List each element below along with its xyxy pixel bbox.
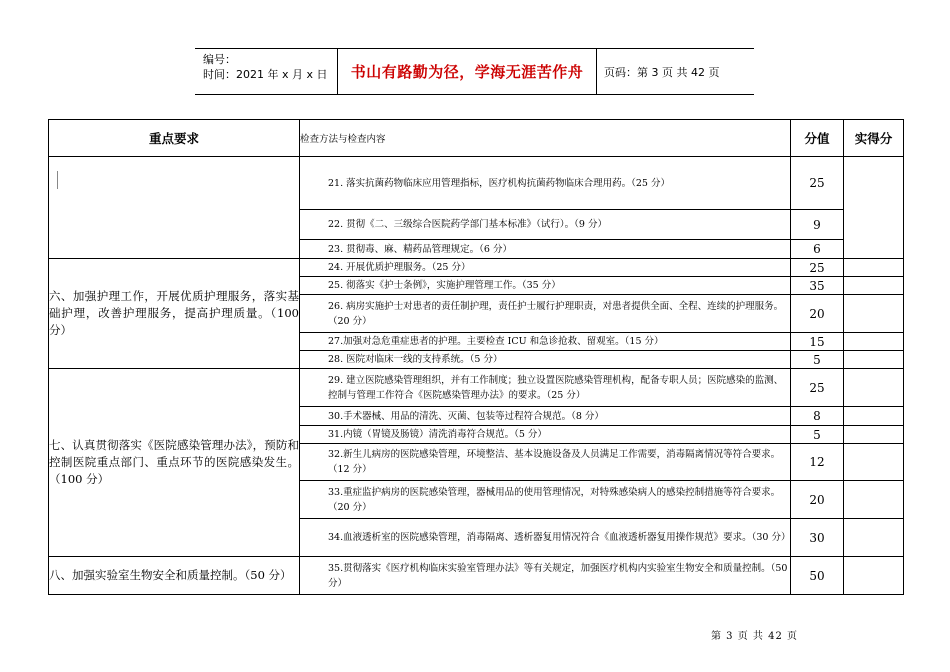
page-footer: 第 3 页 共 42 页 <box>711 631 798 642</box>
item-cell: 30.手术器械、用品的清洗、灭菌、包装等过程符合规范。（8 分） <box>300 407 791 426</box>
score-cell: 50 <box>791 557 844 595</box>
item-cell: 32.新生儿病房的医院感染管理，环境整洁、基本设施设备及人员满足工作需要，消毒隔离情况等符合要求。（12 分） <box>300 444 791 481</box>
score-cell: 6 <box>791 240 844 259</box>
table-row <box>49 157 904 210</box>
table-row <box>49 557 904 595</box>
requirement-cell: 六、加强护理工作，开展优质护理服务，落实基础护理，改善护理服务，提高护理质量。（100 分） <box>49 259 300 369</box>
score-cell: 9 <box>791 210 844 240</box>
requirement-cell: 七、认真贯彻落实《医院感染管理办法》，预防和控制医院重点部门、重点环节的医院感染发生。（100 分） <box>49 369 300 557</box>
actual-score-cell[interactable] <box>844 519 904 557</box>
item-cell: 25. 彻落实《护士条例》，实施护理管理工作。（35 分） <box>300 277 791 295</box>
score-cell: 35 <box>791 277 844 295</box>
actual-score-cell[interactable] <box>844 157 904 259</box>
score-cell: 25 <box>791 157 844 210</box>
cell-marker <box>57 171 58 189</box>
item-cell: 33.重症监护病房的医院感染管理，器械用品的使用管理情况，对特殊感染病人的感染控制措施等符合要求。（20 分） <box>300 481 791 519</box>
page-label: 页码：第 3 页 共 42 页 <box>604 66 720 79</box>
actual-score-cell[interactable] <box>844 557 904 595</box>
score-cell: 30 <box>791 519 844 557</box>
score-cell: 12 <box>791 444 844 481</box>
item-cell: 21. 落实抗菌药物临床应用管理指标，医疗机构抗菌药物临床合理用药。（25 分） <box>300 157 791 210</box>
actual-score-cell[interactable] <box>844 333 904 351</box>
item-cell: 24. 开展优质护理服务。（25 分） <box>300 259 791 277</box>
actual-score-cell[interactable] <box>844 444 904 481</box>
requirement-cell: 八、加强实验室生物安全和质量控制。（50 分） <box>49 557 300 595</box>
score-cell: 5 <box>791 426 844 444</box>
requirement-cell <box>49 157 300 259</box>
time-label: 时间：2021 年 x 月 x 日 <box>203 68 328 81</box>
header-divider <box>596 49 597 94</box>
item-cell: 22. 贯彻《二、三级综合医院药学部门基本标准》（试行）。（9 分） <box>300 210 791 240</box>
score-cell: 20 <box>791 295 844 333</box>
col-score: 分值 <box>791 120 844 157</box>
actual-score-cell[interactable] <box>844 481 904 519</box>
actual-score-cell[interactable] <box>844 351 904 369</box>
table-row <box>49 259 904 277</box>
actual-score-cell[interactable] <box>844 426 904 444</box>
item-cell: 26. 病房实施护士对患者的责任制护理，责任护士履行护理职责，对患者提供全面、全程、连续的护理服务。（20 分） <box>300 295 791 333</box>
actual-score-cell[interactable] <box>844 295 904 333</box>
col-requirement: 重点要求 <box>49 120 300 157</box>
item-cell: 27.加强对急危重症患者的护理。主要检查 ICU 和急诊抢救、留观室。（15 分） <box>300 333 791 351</box>
col-actual: 实得分 <box>844 120 904 157</box>
header-meta <box>203 52 339 82</box>
table-header-row <box>49 120 904 157</box>
actual-score-cell[interactable] <box>844 407 904 426</box>
score-cell: 8 <box>791 407 844 426</box>
score-cell: 5 <box>791 351 844 369</box>
item-cell: 35.贯彻落实《医疗机构临床实验室管理办法》等有关规定，加强医疗机构内实验室生物安全和质量控制。（50 分） <box>300 557 791 595</box>
item-cell: 31.内镜（胃镜及肠镜）清洗消毒符合规范。（5 分） <box>300 426 791 444</box>
actual-score-cell[interactable] <box>844 259 904 277</box>
score-cell: 25 <box>791 369 844 407</box>
motto: 书山有路勤为径，学海无涯苦作舟 <box>350 63 584 81</box>
score-cell: 25 <box>791 259 844 277</box>
item-cell: 23. 贯彻毒、麻、精药品管理规定。（6 分） <box>300 240 791 259</box>
actual-score-cell[interactable] <box>844 277 904 295</box>
item-cell: 29. 建立医院感染管理组织，并有工作制度；独立设置医院感染管理机构，配备专职人员；医院感染的监测、控制与管理工作符合《医院感染管理办法》的要求。（25 分） <box>300 369 791 407</box>
item-cell: 28. 医院对临床一线的支持系统。（5 分） <box>300 351 791 369</box>
score-cell: 20 <box>791 481 844 519</box>
page-header <box>195 48 754 95</box>
actual-score-cell[interactable] <box>844 369 904 407</box>
score-cell: 15 <box>791 333 844 351</box>
inspection-table <box>48 119 904 595</box>
table-row <box>49 369 904 407</box>
item-cell: 34.血液透析室的医院感染管理，消毒隔离、透析器复用情况符合《血液透析器复用操作规范》要求。（30 分） <box>300 519 791 557</box>
col-method: 检查方法与检查内容 <box>300 120 791 157</box>
serial-label: 编号： <box>203 53 236 66</box>
